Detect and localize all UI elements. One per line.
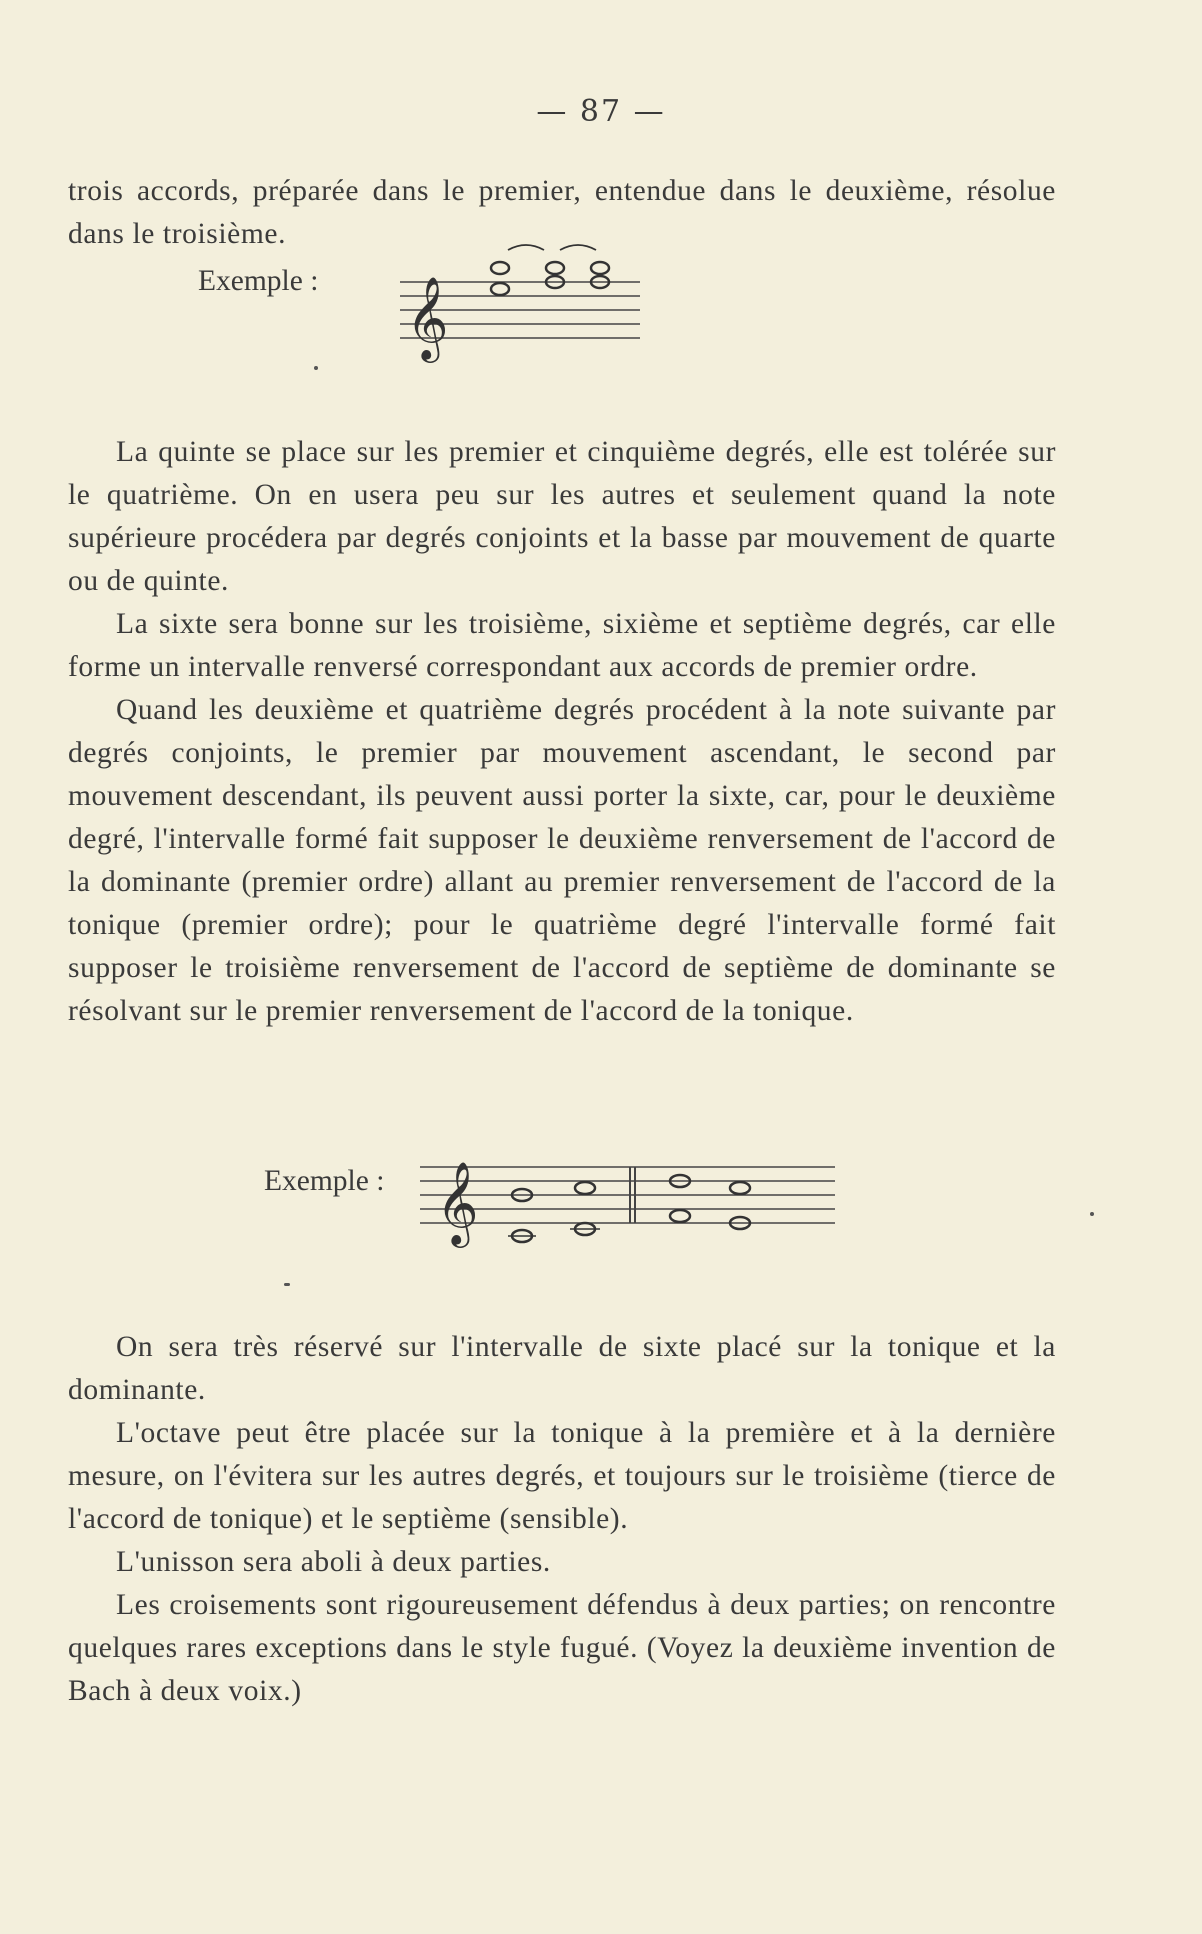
paragraph-5: On sera très réservé sur l'intervalle de sixte placé sur la tonique et la dominante. <box>68 1331 1056 1406</box>
paragraph-7: L'unisson sera aboli à deux parties. <box>116 1546 551 1578</box>
page-number: — 87 — <box>536 94 666 129</box>
ink-speck-3 <box>284 1283 290 1286</box>
paragraph-4: Quand les deuxième et quatrième degrés procédent à la note suivante par degrés conjoints, le premier par mouvement ascendant, le second par mouvement descendant, ils peuvent aussi porter la sixte, car, pour le deuxième degré, l'intervalle formé fait supposer le deuxième renversement de l'accord de la dominante (premier ordre) allant au premier renversement de l'accord de la tonique (premier ordre); pour le quatrième degré l'intervalle formé fait supposer le troisième renversement de l'accord de septième de dominante se résolvant sur le premier renversement de l'accord de la tonique. <box>68 694 1056 1027</box>
treble-clef-icon: 𝄞 <box>406 275 449 359</box>
music-example-1 <box>400 240 650 370</box>
ink-speck <box>314 366 318 370</box>
paragraph-6: L'octave peut être placée sur la tonique à la première et à la dernière mesure, on l'évitera sur les autres degrés, et toujours sur le troisième (tierce de l'accord de tonique) et le septième (sensible). <box>68 1417 1056 1535</box>
paragraph-3: La sixte sera bonne sur les troisième, sixième et septième degrés, car elle forme un intervalle renversé correspondant aux accords de premier ordre. <box>68 608 1056 683</box>
paragraph-2: La quinte se place sur les premier et cinquième degrés, elle est tolérée sur le quatrième. On en usera peu sur les autres et seulement quand la note supérieure procédera par degrés conjoints et la basse par mouvement de quarte ou de quinte. <box>68 436 1056 597</box>
paragraph-1: trois accords, préparée dans le premier, entendue dans le deuxième, résolue dans le troisième. <box>68 175 1056 250</box>
treble-clef-icon-2: 𝄞 <box>436 1160 479 1244</box>
text-block-bottom <box>68 1326 1056 1713</box>
music-example-2 <box>420 1150 840 1260</box>
example-2-label: Exemple : <box>264 1165 385 1197</box>
paragraph-8: Les croisements sont rigoureusement défendus à deux parties; on rencontre quelques rares exceptions dans le style fugué. (Voyez la deuxième invention de Bach à deux voix.) <box>68 1589 1056 1707</box>
example-1-label: Exemple : <box>198 265 319 297</box>
text-block-middle <box>68 431 1056 1033</box>
ink-speck-2 <box>1090 1212 1094 1216</box>
